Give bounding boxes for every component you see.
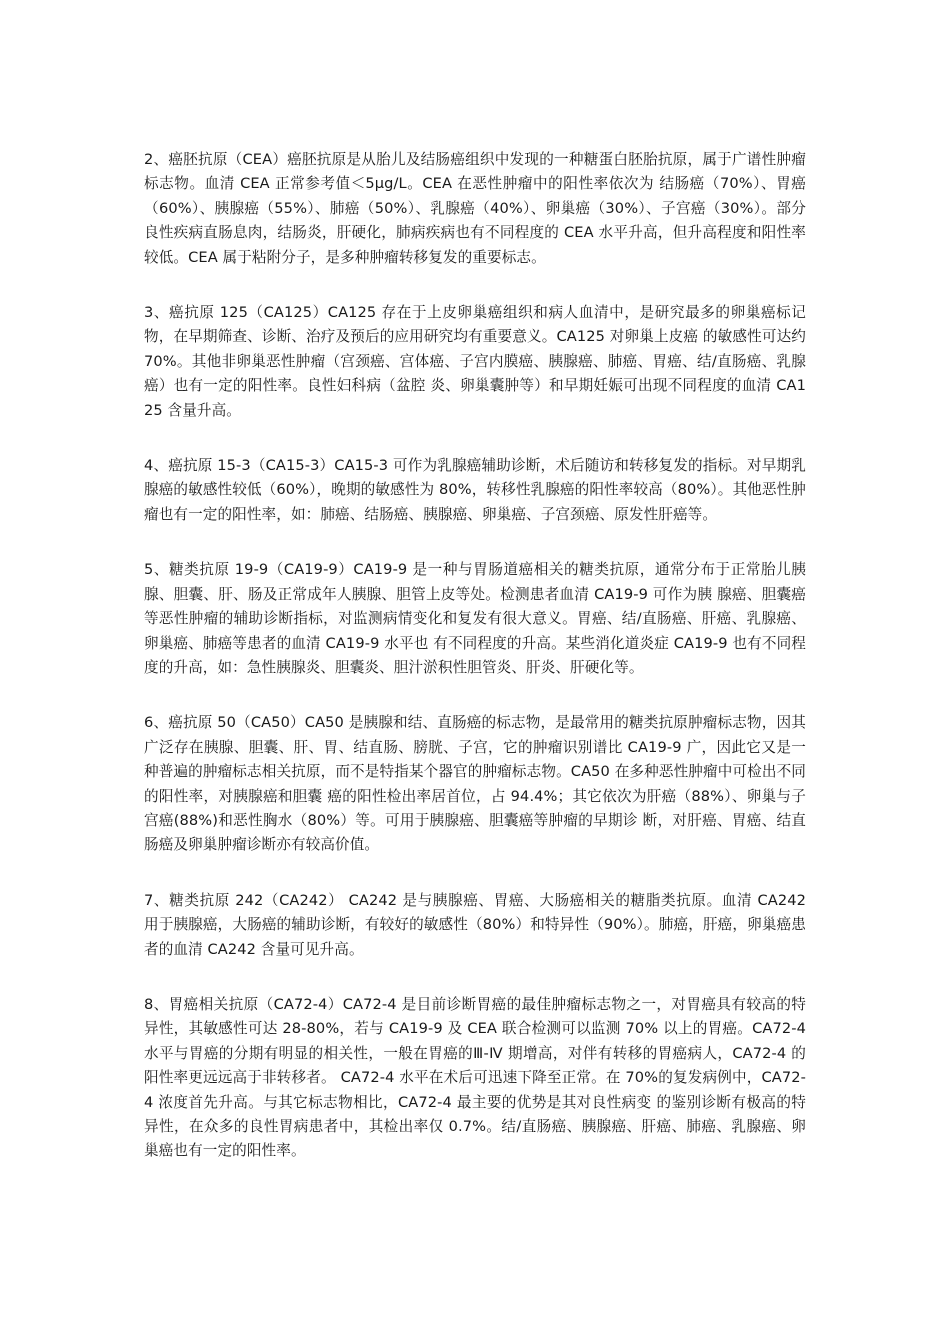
paragraph-ca125: 3、癌抗原 125（CA125）CA125 存在于上皮卵巢癌组织和病人血清中，是研究最多的卵巢癌标记物，在早期筛查、诊断、治疗及预后的应用研究均有重要意义。CA125 对卵巢上皮癌 的敏感性可达约 70%。其他非卵巢恶性肿瘤（宫颈癌、宫体癌、子宫内膜癌、胰腺癌、肺癌、胃癌、结/直肠癌、乳腺癌）也有一定的阳性率。良性妇科病（盆腔 炎、卵巢囊肿等）和早期妊娠可出现不同程度的血清 CA125 含量升高。 <box>144 304 807 419</box>
paragraph-ca15-3: 4、癌抗原 15-3（CA15-3）CA15-3 可作为乳腺癌辅助诊断，术后随访和转移复发的指标。对早期乳腺癌的敏感性较低（60%），晚期的敏感性为 80%，转移性乳腺癌的阳性率较高（80%）。其他恶性肿瘤也有一定的阳性率，如：肺癌、结肠癌、胰腺癌、卵巢癌、子宫颈癌、原发性肝癌等。 <box>144 457 806 523</box>
paragraph-ca72-4: 8、胃癌相关抗原（CA72-4）CA72-4 是目前诊断胃癌的最佳肿瘤标志物之一，对胃癌具有较高的特异性，其敏感性可达 28-80%，若与 CA19-9 及 CEA 联合检测可以监测 70% 以上的胃癌。CA72-4 水平与胃癌的分期有明显的相关性，一般在胃癌的Ⅲ-Ⅳ 期增高，对伴有转移的胃癌病人，CA72-4 的阳性率更远远高于非转移者。 CA72-4 水平在术后可迅速下降至正常。在 70%的复发病例中，CA72-4 浓度首先升高。与其它标志物相比，CA72-4 最主要的优势是其对良性病变 的鉴别诊断有极高的特异性，在众多的良性胃病患者中，其检出率仅 0.7%。结/直肠癌、胰腺癌、肝癌、肺癌、乳腺癌、卵巢癌也有一定的阳性率。 <box>144 995 806 1160</box>
paragraph-ca50: 6、癌抗原 50（CA50）CA50 是胰腺和结、直肠癌的标志物，是最常用的糖类抗原肿瘤标志物，因其广泛存在胰腺、胆囊、肝、胃、结直肠、膀胱、子宫，它的肿瘤识别谱比 CA19-9 广，因此它又是一种普遍的肿瘤标志相关抗原，而不是特指某个器官的肿瘤标志物。CA50 在多种恶性肿瘤中可检出不同的阳性率，对胰腺癌和胆囊 癌的阳性检出率居首位，占 94.4%；其它依次为肝癌（88%）、卵巢与子宫癌(88%)和恶性胸水（80%）等。可用于胰腺癌、胆囊癌等肿瘤的早期诊 断，对肝癌、胃癌、结直肠癌及卵巢肿瘤诊断亦有较高价值。 <box>144 714 806 854</box>
paragraph-cea: 2、癌胚抗原（CEA）癌胚抗原是从胎儿及结肠癌组织中发现的一种糖蛋白胚胎抗原，属于广谱性肿瘤标志物。血清 CEA 正常参考值＜5μg/L。CEA 在恶性肿瘤中的阳性率依次为 结肠癌（70%）、胃癌（60%）、胰腺癌（55%）、肺癌（50%）、乳腺癌（40%）、卵巢癌（30%）、子宫癌（30%）。部分良性疾病直肠息肉，结肠炎，肝硬化，肺病疾病也有不同程度的 CEA 水平升高，但升高程度和阳性率较低。CEA 属于粘附分子，是多种肿瘤转移复发的重要标志。 <box>144 151 806 266</box>
document-body <box>144 148 806 1195</box>
paragraph-ca242: 7、糖类抗原 242（CA242） CA242 是与胰腺癌、胃癌、大肠癌相关的糖脂类抗原。血清 CA242 用于胰腺癌，大肠癌的辅助诊断，有较好的敏感性（80%）和特异性（90%）。肺癌，肝癌，卵巢癌患者的血清 CA242 含量可见升高。 <box>144 891 806 958</box>
paragraph-ca19-9: 5、糖类抗原 19-9（CA19-9）CA19-9 是一种与胃肠道癌相关的糖类抗原，通常分布于正常胎儿胰腺、胆囊、肝、肠及正常成年人胰腺、胆管上皮等处。检测患者血清 CA19-9 可作为胰 腺癌、胆囊癌等恶性肿瘤的辅助诊断指标，对监测病情变化和复发有很大意义。胃癌、结/直肠癌、肝癌、乳腺癌、卵巢癌、肺癌等患者的血清 CA19-9 水平也 有不同程度的升高。某些消化道炎症 CA19-9 也有不同程度的升高，如：急性胰腺炎、胆囊炎、胆汁淤积性胆管炎、肝炎、肝硬化等。 <box>144 561 806 676</box>
